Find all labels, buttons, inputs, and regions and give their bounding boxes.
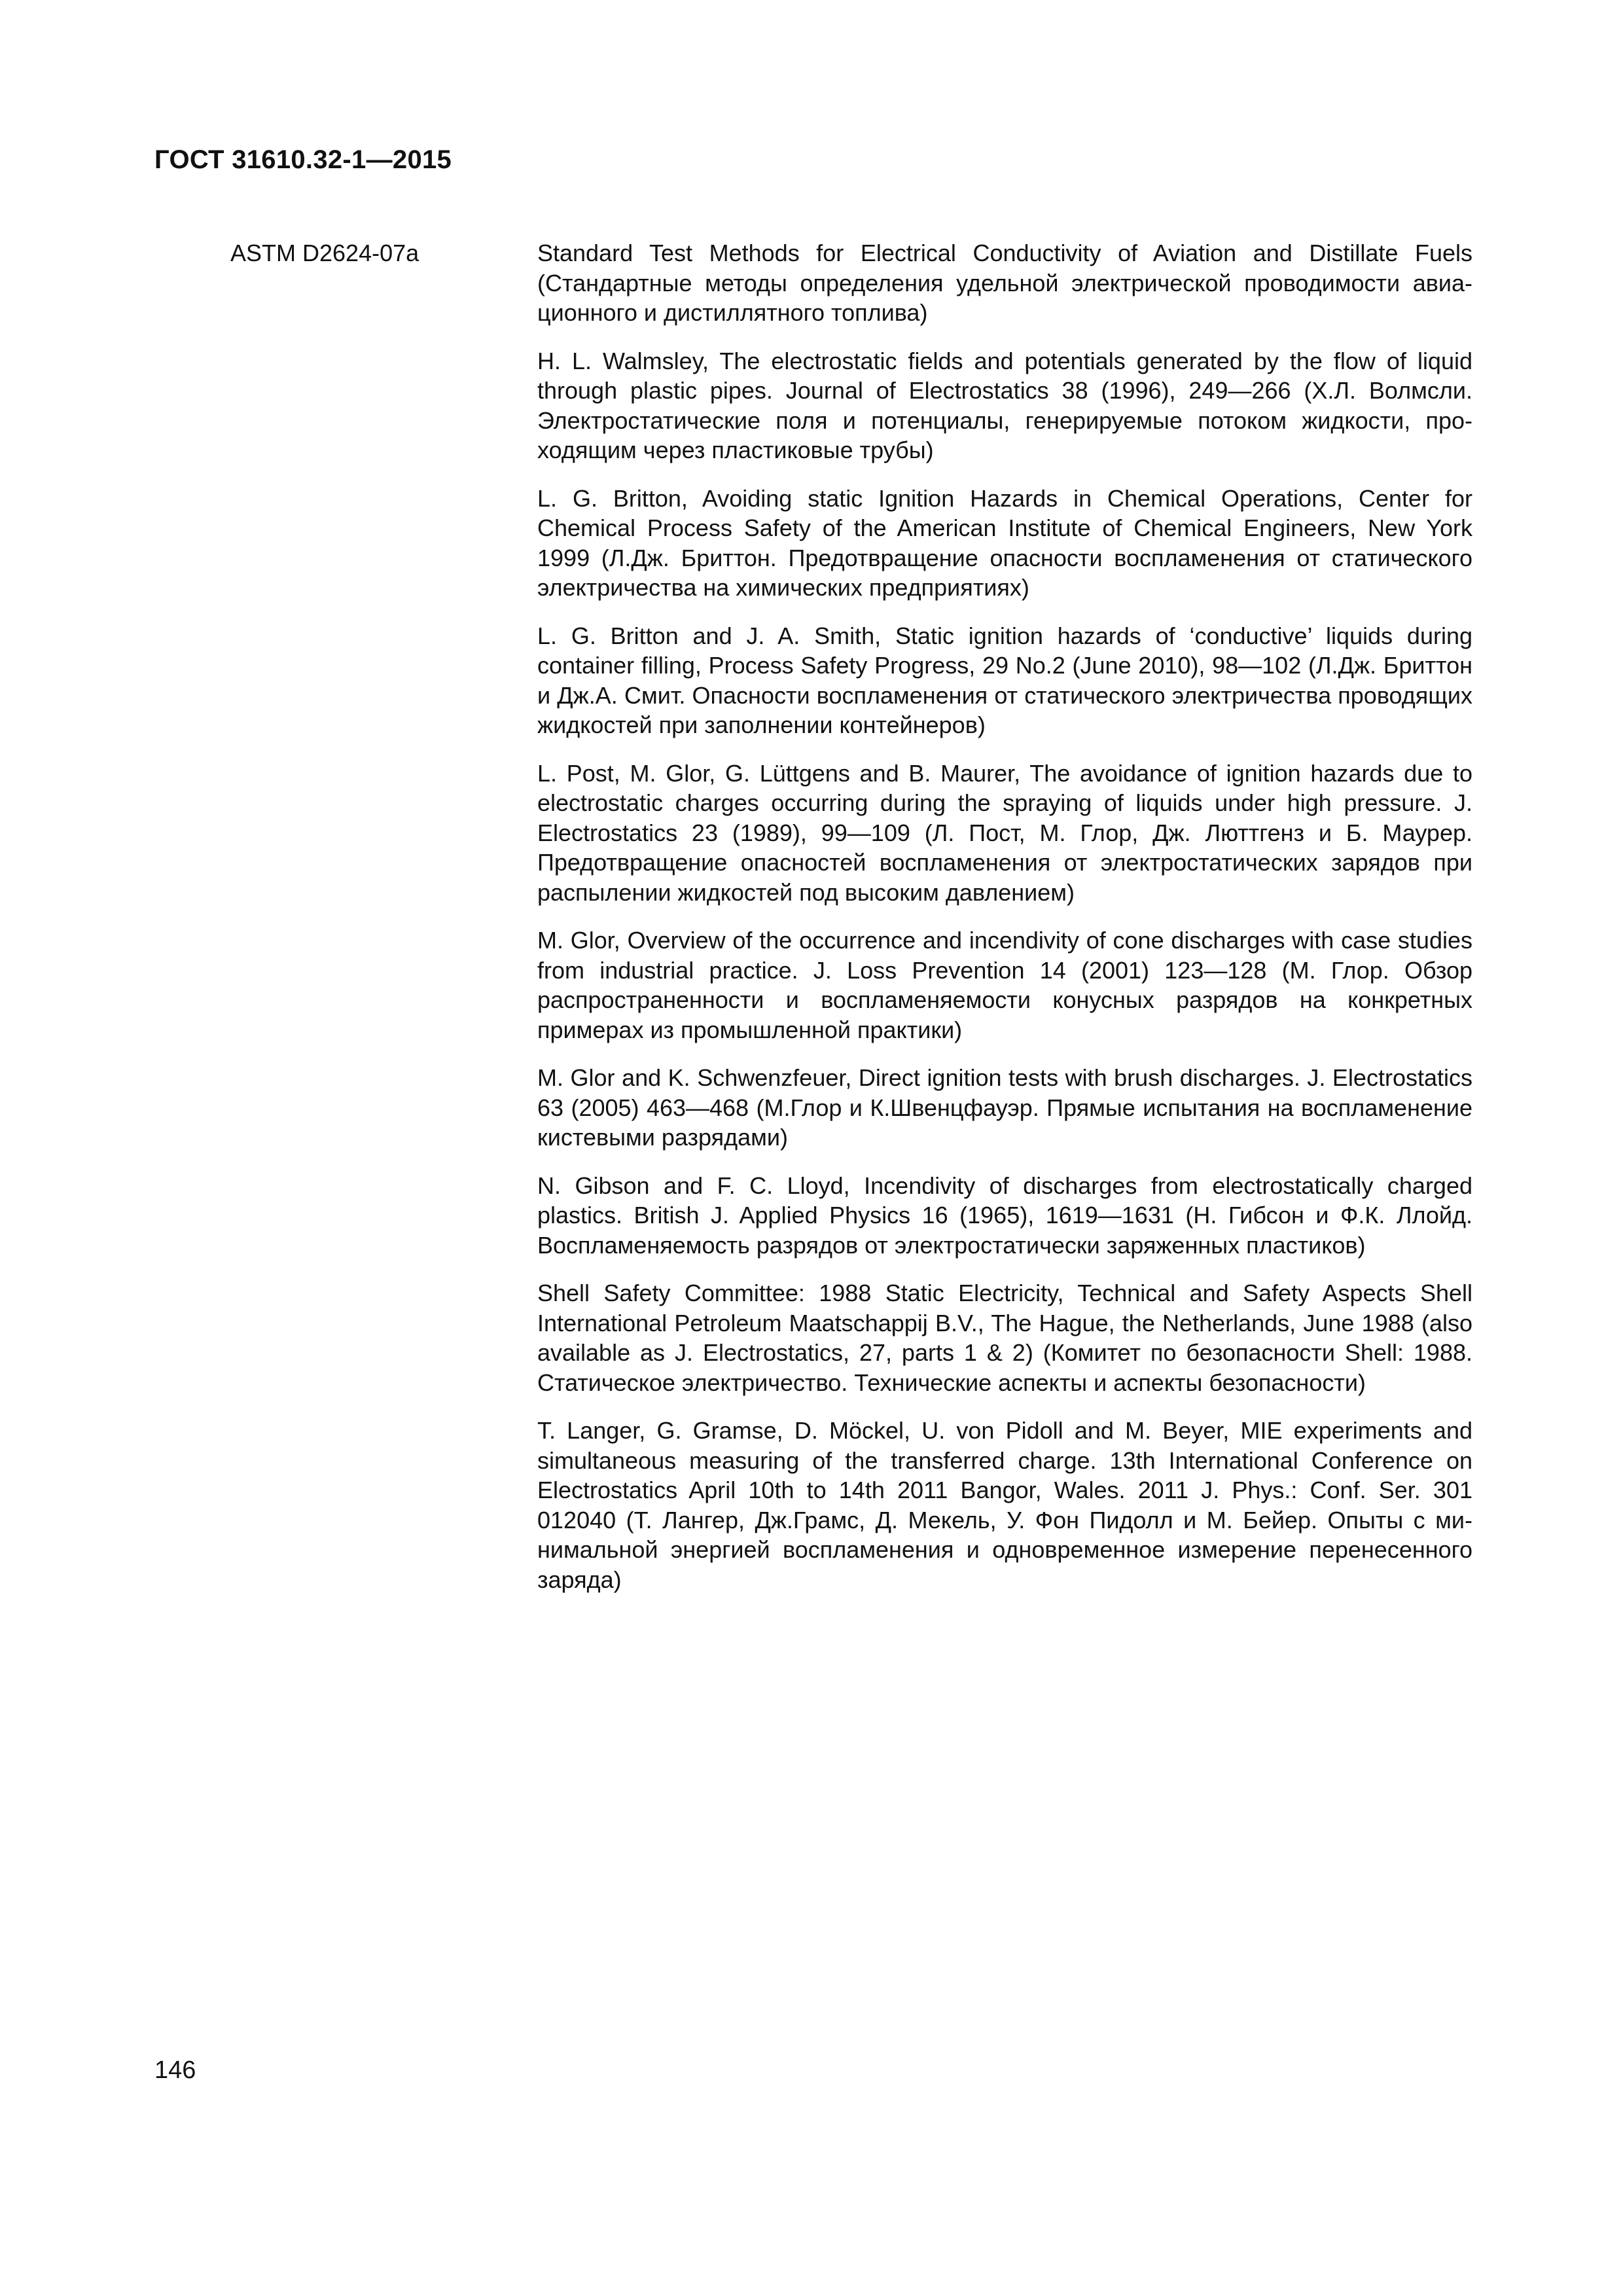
reference-entry: L. G. Britton, Avoiding static Ignition Hazards in Chemical Operations, Center for Chemical Process Safety of the American Institute of Chemical Engineers, New York 1999 (Л.Дж. Бриттон. Предотвращение опасности воспламенения от статического электричества на химических предприятиях)	[537, 484, 1472, 601]
page-number: 146	[154, 2056, 196, 2084]
reference-entry: L. Post, M. Glor, G. Lüttgens and B. Maurer, The avoidance of ignition hazards due to electrostatic charges occurring during the spraying of liquids under high pressure. J. Electrostatics 23 (1989), 99—109 (Л. Пост, М. Глор, Дж. Люттгенз и Б. Маурер. Предотвращение опасностей воспламенения от электростатических зарядов при распылении жидкостей под высоким давлением)	[537, 759, 1472, 906]
reference-entry: L. G. Britton and J. A. Smith, Static ignition hazards of ‘conductive’ liquids during container filling, Process Safety Progress, 29 No.2 (June 2010), 98—102 (Л.Дж. Бриттон и Дж.А. Смит. Опасности воспламенения от статического электричества проводящих жидкостей при заполнении контейнеров)	[537, 622, 1472, 738]
reference-entry: H. L. Walmsley, The electrostatic fields and potentials generated by the flow of liquid through plastic pipes. Journal of Electrostatics 38 (1996), 249—266 (Х.Л. Волмсли. Электростатические поля и потенциалы, генерируемые потоком жидкости, проходящим через пластиковые трубы)	[537, 347, 1472, 463]
reference-entry: M. Glor and K. Schwenzfeuer, Direct ignition tests with brush discharges. J. Electrostatics 63 (2005) 463—468 (М.Глор и К.Швенцфауэр. Прямые испытания на воспламенение кистевыми разрядами)	[537, 1064, 1472, 1151]
bibliography-table	[154, 238, 1472, 1613]
reference-list	[537, 238, 1472, 1613]
standard-code: ASTM D2624-07a	[230, 240, 419, 266]
reference-entry: M. Glor, Overview of the occurrence and incendivity of cone discharges with case studies from industrial practice. J. Loss Prevention 14 (2001) 123—128 (М. Глор. Обзор распространенности и воспламеняемости конусных разрядов на конкретных примерах из промышленной практики)	[537, 927, 1472, 1043]
document-header: ГОСТ 31610.32-1—2015	[154, 145, 452, 174]
reference-entry: Shell Safety Committee: 1988 Static Electricity, Technical and Safety Aspects Shell International Petroleum Maatschappij B.V., The Hague, the Netherlands, June 1988 (also available as J. Electrostatics, 27, parts 1 & 2) (Комитет по безопасности Shell: 1988. Статическое электричество. Технические аспекты и аспекты безопасности)	[537, 1280, 1472, 1396]
reference-entry: N. Gibson and F. C. Lloyd, Incendivity of discharges from electrostatically charged plastics. British J. Applied Physics 16 (1965), 1619—1631 (Н. Гибсон и Ф.К. Ллойд. Воспламеняемость разрядов от электростатически заряженных пластиков)	[537, 1172, 1472, 1259]
reference-entry: T. Langer, G. Gramse, D. Möckel, U. von Pidoll and M. Beyer, MIE experiments and simultaneous measuring of the transferred charge. 13th International Conference on Electrostatics April 10th to 14th 2011 Bangor, Wales. 2011 J. Phys.: Conf. Ser. 301 012040 (Т. Лангер, Дж.Грамс, Д. Мекель, У. Фон Пидолл и М. Бейер. Опыты с минимальной энергией воспламенения и одновременное измерение перенесенного заряда)	[537, 1417, 1472, 1593]
reference-entry: Standard Test Methods for Electrical Conductivity of Aviation and Distillate Fuels (Стандартные методы определения удельной электрической проводимости авиационного и дистиллятного топлива)	[537, 240, 1472, 326]
